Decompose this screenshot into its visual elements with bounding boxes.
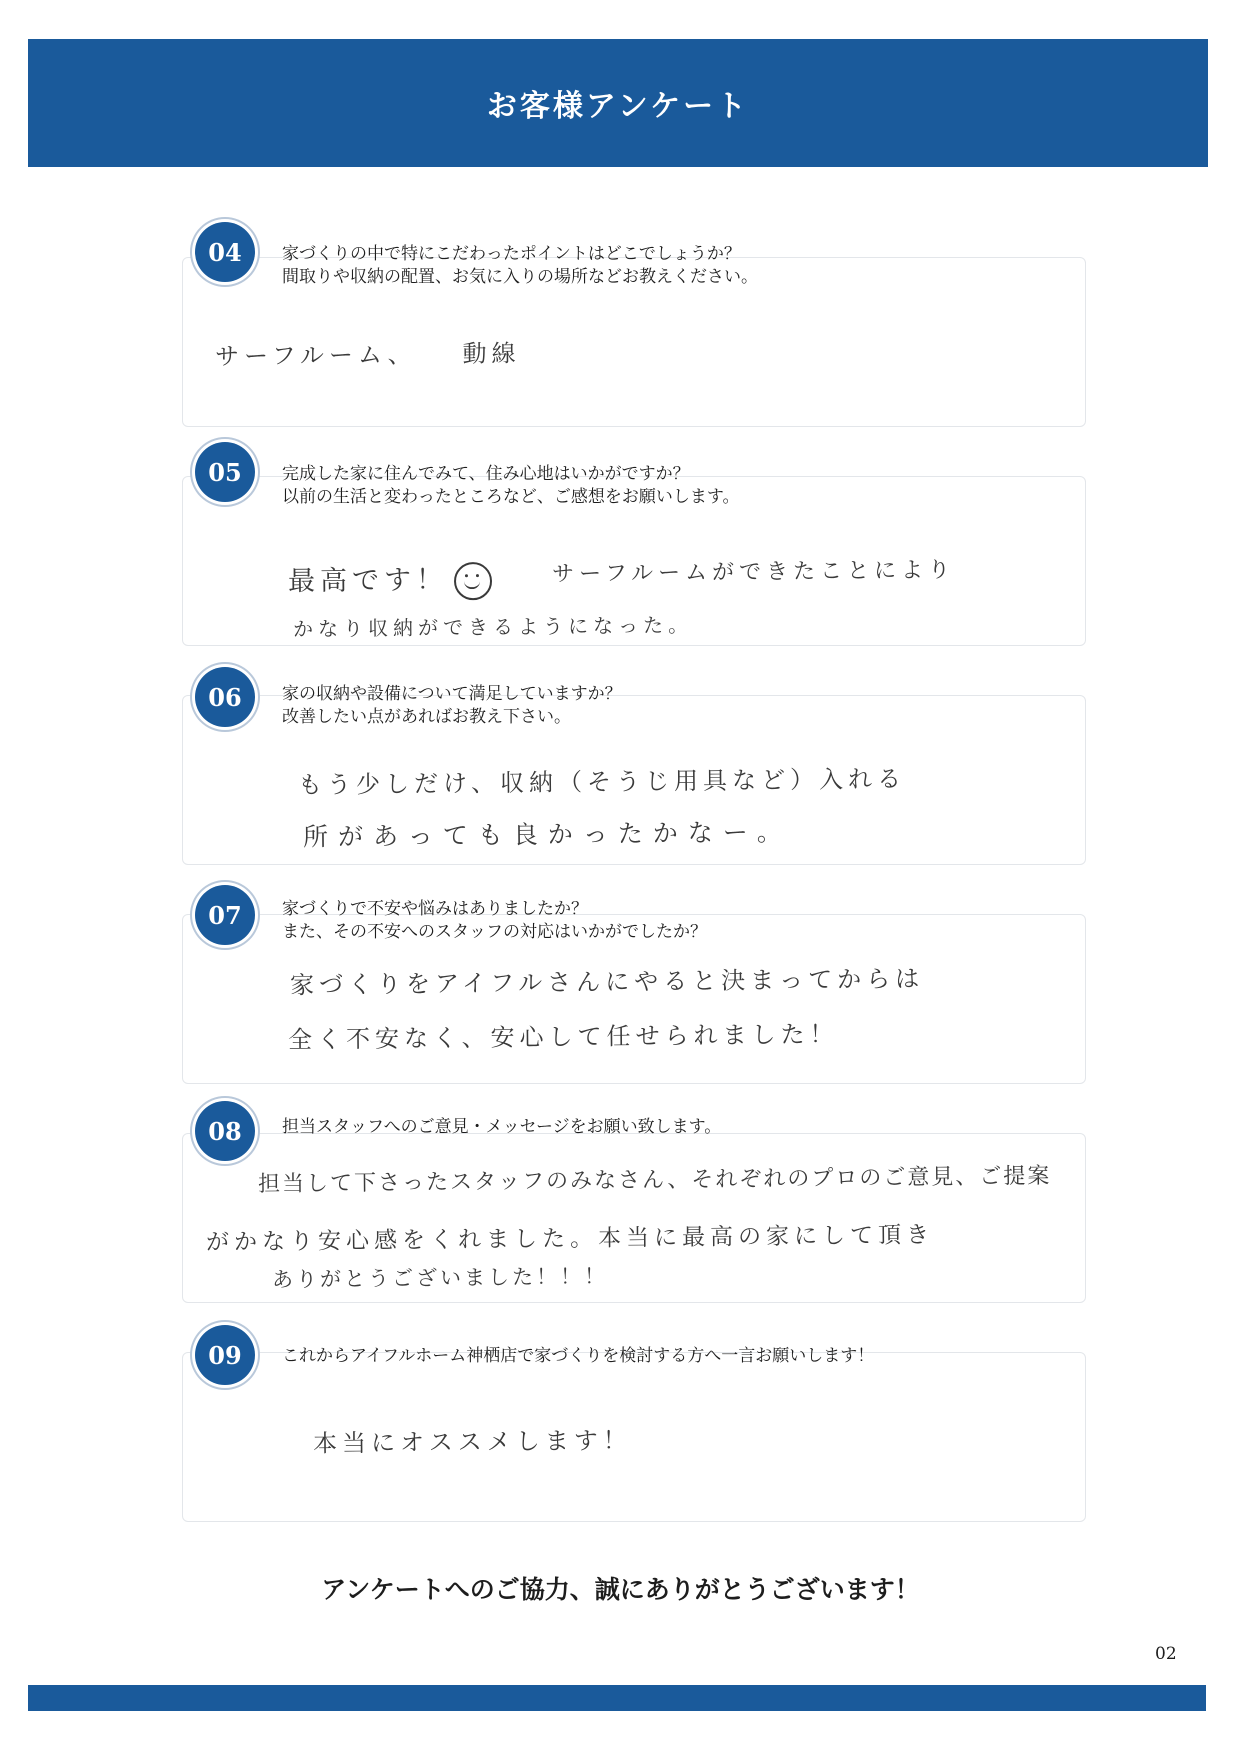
question-04-text bbox=[282, 243, 1062, 289]
page-title: お客様アンケート bbox=[486, 89, 750, 124]
question-07-line-2: また、その不安へのスタッフの対応はいかがでしたか？ bbox=[282, 922, 707, 942]
question-08-line-1: 担当スタッフへのご意見・メッセージをお願い致します。 bbox=[282, 1117, 722, 1137]
question-06-line-1: 家の収納や設備について満足していますか？ bbox=[282, 684, 622, 704]
question-08-answer-line-2: がかなり安心感をくれました。本当に最高の家にして頂き bbox=[205, 1222, 935, 1256]
question-05-answer-part-1: 最高です！ bbox=[287, 564, 449, 598]
question-07-text bbox=[282, 898, 1062, 944]
question-04-number-badge: 04 bbox=[195, 222, 255, 282]
question-05-answer-line-1b: サーフルームができたことにより bbox=[551, 557, 956, 588]
question-06-answer-line-1: もう少しだけ、収納（そうじ用具など）入れる bbox=[297, 764, 907, 800]
question-05-answer-line-2: かなり収納ができるようになった。 bbox=[292, 612, 694, 642]
question-05-text bbox=[282, 463, 1062, 509]
question-07-answer-line-2: 全く不安なく、安心して任せられました！ bbox=[287, 1020, 839, 1054]
question-09-answer-line-1: 本当にオススメします！ bbox=[312, 1426, 632, 1458]
page-number: 02 bbox=[1155, 1644, 1177, 1664]
question-06-number-badge: 06 bbox=[195, 667, 255, 727]
question-06-answer-line-2: 所があっても良かったかなー。 bbox=[302, 817, 792, 852]
question-05-answer-line-1 bbox=[288, 557, 498, 602]
question-07-line-1: 家づくりで不安や悩みはありましたか？ bbox=[282, 899, 588, 919]
question-04-line-1: 家づくりの中で特にこだわったポイントはどこでしょうか？ bbox=[282, 244, 741, 264]
question-07-answer-line-1: 家づくりをアイフルさんにやると決まってからは bbox=[289, 964, 925, 1000]
smiley-face-icon bbox=[454, 561, 492, 599]
question-05-number-badge: 05 bbox=[195, 442, 255, 502]
question-04-line-2: 間取りや収納の配置、お気に入りの場所などお教えください。 bbox=[282, 267, 758, 287]
question-08-number-badge: 08 bbox=[195, 1101, 255, 1161]
question-08-answer-line-3: ありがとうございました！！！ bbox=[271, 1264, 609, 1292]
question-09-text bbox=[282, 1345, 1062, 1368]
question-06-text bbox=[282, 683, 1062, 729]
question-04-answer-line-1: サーフルーム、 動線 bbox=[214, 339, 521, 371]
question-08-answer-line-1: 担当して下さったスタッフのみなさん、それぞれのプロのご意見、ご提案 bbox=[257, 1163, 1052, 1198]
question-07-number-badge: 07 bbox=[195, 885, 255, 945]
question-08-text bbox=[282, 1116, 1062, 1139]
question-06-line-2: 改善したい点があればお教え下さい。 bbox=[282, 707, 571, 727]
question-05-line-1: 完成した家に住んでみて、住み心地はいかがですか？ bbox=[282, 464, 690, 484]
question-09-number-badge: 09 bbox=[195, 1325, 255, 1385]
question-09-line-1: これからアイフルホーム神栖店で家づくりを検討する方へ一言お願いします！ bbox=[282, 1346, 875, 1366]
question-05-line-2: 以前の生活と変わったところなど、ご感想をお願いします。 bbox=[282, 487, 740, 507]
footer-band bbox=[28, 1685, 1206, 1711]
header-band bbox=[28, 39, 1208, 167]
thank-you-message: アンケートへのご協力、誠にありがとうございます！ bbox=[321, 1575, 920, 1604]
